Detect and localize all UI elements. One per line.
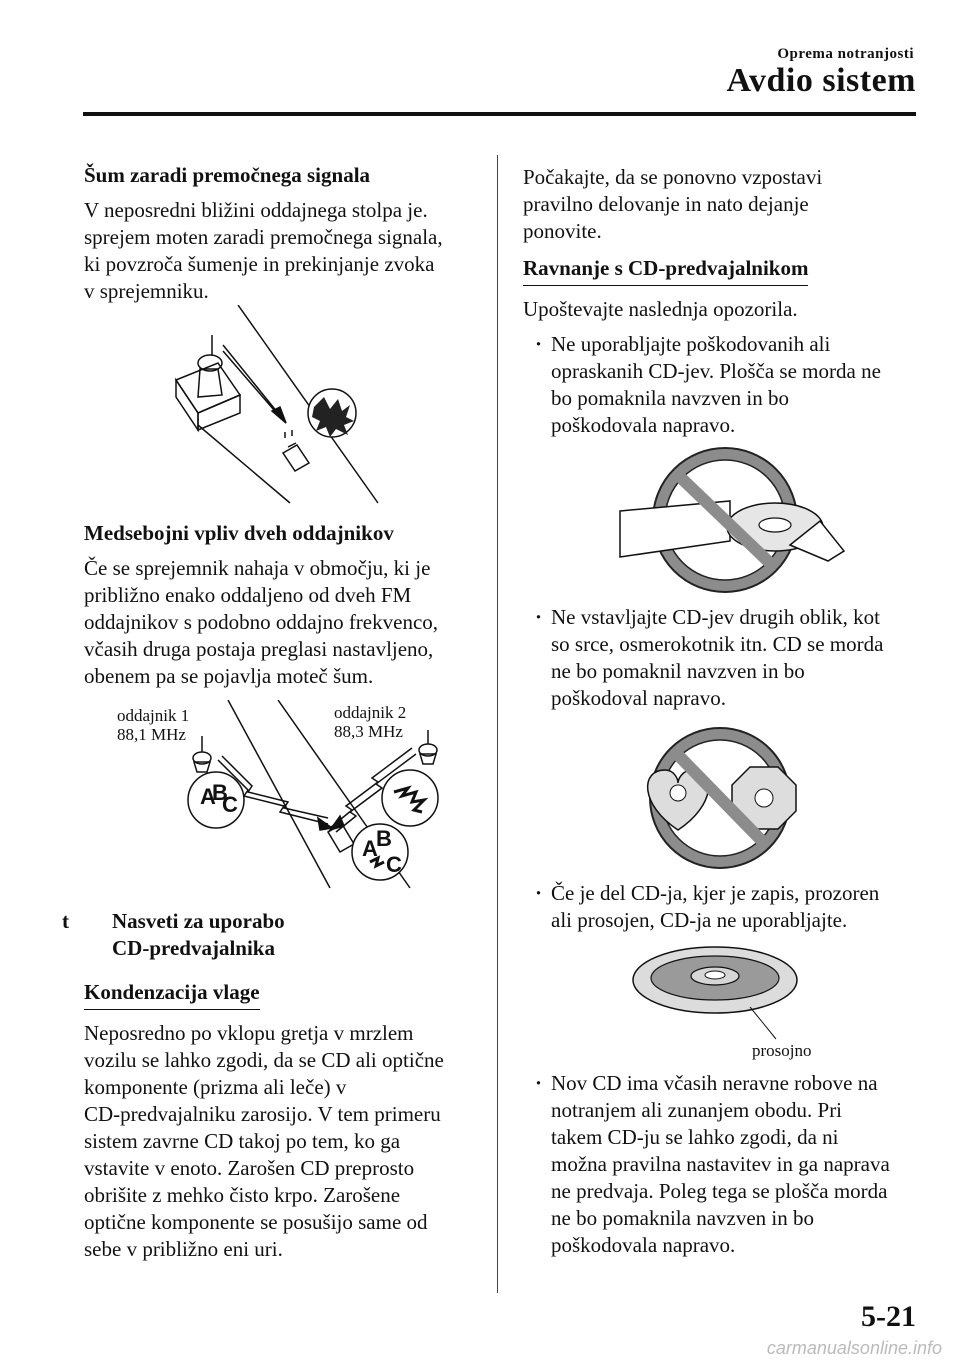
text-line: so srce, osmerokotnik itn. CD se morda bbox=[551, 632, 884, 656]
transmitter-2-name: oddajnik 2 bbox=[334, 703, 407, 722]
text-line: ponovite. bbox=[523, 219, 602, 243]
bullet-dot: · bbox=[535, 605, 543, 629]
page-number: 5-21 bbox=[861, 1300, 916, 1333]
text-line: optične komponente se posušijo same od bbox=[84, 1210, 428, 1234]
svg-text:B: B bbox=[376, 826, 392, 851]
heading-condensation: Kondenzacija vlage bbox=[84, 979, 260, 1010]
footer-watermark[interactable]: carmanualsonline.info bbox=[766, 1338, 942, 1358]
text-line: Nov CD ima včasih neravne robove na bbox=[551, 1071, 878, 1095]
section-marker: t bbox=[62, 909, 69, 933]
text-line: obrišite z mehko čisto krpo. Zarošene bbox=[84, 1183, 401, 1207]
text-line: v sprejemniku. bbox=[84, 279, 209, 303]
text-line: Upoštevajte naslednja opozorila. bbox=[523, 297, 798, 321]
svg-text:C: C bbox=[386, 852, 402, 877]
text-line: vstavite v enoto. Zarošen CD preprosto bbox=[84, 1156, 415, 1180]
text-line: ki povzroča šumenje in prekinjanje zvoka bbox=[84, 252, 435, 276]
bullet-transparent-cd bbox=[523, 880, 923, 934]
svg-text:A: A bbox=[200, 784, 216, 809]
text-line: Neposredno po vklopu gretja v mrzlem bbox=[84, 1021, 414, 1045]
two-transmitters-illustration bbox=[180, 700, 440, 890]
bullet-shaped-cd bbox=[523, 604, 923, 712]
left-block-3 bbox=[84, 979, 484, 1263]
text-line: Če je del CD-ja, kjer je zapis, prozoren bbox=[551, 881, 880, 905]
text-line: ali prosojen, CD-ja ne uporabljajte. bbox=[551, 908, 848, 932]
text-line: takem CD-ju se lahko zgodi, da ni bbox=[551, 1125, 839, 1149]
text-line: približno enako oddaljeno od dveh FM bbox=[84, 583, 412, 607]
text-line: Ne vstavljajte CD-jev drugih oblik, kot bbox=[551, 605, 880, 629]
text-line: včasih druga postaja preglasi nastavljeno, bbox=[84, 637, 434, 661]
text-line: bo pomaknila navzven in bo bbox=[551, 386, 789, 410]
text-line: pravilno delovanje in nato dejanje bbox=[523, 192, 809, 216]
text-line: sprejem moten zaradi premočnega signala, bbox=[84, 225, 443, 249]
no-damaged-cd-illustration bbox=[590, 445, 860, 595]
bullet-dot: · bbox=[535, 332, 543, 356]
svg-text:A: A bbox=[362, 836, 378, 861]
transmitter-1-label bbox=[117, 706, 189, 744]
text-line: ne bo pomaknil navzven in bo bbox=[551, 659, 805, 683]
text-line: ne predvaja. Poleg tega se plošča morda bbox=[551, 1179, 888, 1203]
no-shaped-cd-illustration bbox=[620, 725, 820, 871]
right-block-3 bbox=[523, 880, 923, 934]
text-line: možna pravilna nastavitev in ga naprava bbox=[551, 1152, 890, 1176]
right-block-2 bbox=[523, 604, 923, 712]
left-block-2 bbox=[84, 520, 484, 690]
text-line: oddajnikov s podobno oddajno frekvenco, bbox=[84, 610, 439, 634]
heading-cd-handling: Ravnanje s CD-predvajalnikom bbox=[523, 255, 808, 286]
heading-two-transmitters: Medsebojni vpliv dveh oddajnikov bbox=[84, 521, 394, 545]
bullet-uneven-edges bbox=[523, 1070, 923, 1259]
text-line: notranjem ali zunanjem obodu. Pri bbox=[551, 1098, 843, 1122]
text-line: Ne uporabljajte poškodovanih ali bbox=[551, 332, 831, 356]
section-heading-line-1: Nasveti za uporabo bbox=[112, 909, 285, 933]
page-title: Avdio sistem bbox=[726, 62, 916, 99]
text-line: vozilu se lahko zgodi, da se CD ali optične bbox=[84, 1048, 444, 1072]
text-line: opraskanih CD-jev. Plošča se morda ne bbox=[551, 359, 881, 383]
bullet-damaged-cd bbox=[523, 331, 923, 439]
bullet-dot: · bbox=[535, 881, 543, 905]
tower-interference-illustration bbox=[168, 305, 388, 505]
text-line: CD-predvajalniku zarosijo. V tem primeru bbox=[84, 1102, 441, 1126]
transmitter-1-freq: 88,1 MHz bbox=[117, 725, 186, 744]
text-line: komponente (prizma ali leče) v bbox=[84, 1075, 347, 1099]
text-line: ne bo pomaknila navzven in bo bbox=[551, 1206, 815, 1230]
text-line: V neposredni bližini oddajnega stolpa je. bbox=[84, 198, 428, 222]
bullet-dot: · bbox=[535, 1071, 543, 1095]
transparent-label: prosojno bbox=[752, 1041, 812, 1060]
section-heading bbox=[112, 908, 472, 962]
right-block-4 bbox=[523, 1070, 923, 1259]
text-line: Če se sprejemnik nahaja v območju, ki je bbox=[84, 556, 431, 580]
text-line: Počakajte, da se ponovno vzpostavi bbox=[523, 165, 823, 189]
text-line: poškodoval napravo. bbox=[551, 686, 726, 710]
transparent-cd-illustration bbox=[630, 945, 810, 1045]
text-line: poškodovala napravo. bbox=[551, 1233, 736, 1257]
transmitter-1-name: oddajnik 1 bbox=[117, 706, 190, 725]
text-line: sebe v približno eni uri. bbox=[84, 1237, 283, 1261]
column-divider bbox=[497, 155, 498, 1293]
svg-text:B: B bbox=[212, 780, 228, 805]
section-label: Oprema notranjosti bbox=[777, 46, 914, 62]
transmitter-2-freq: 88,3 MHz bbox=[334, 722, 403, 741]
left-block-1 bbox=[84, 162, 484, 305]
svg-text:C: C bbox=[222, 792, 238, 817]
heading-strong-signal: Šum zaradi premočnega signala bbox=[84, 163, 371, 187]
header-rule bbox=[83, 112, 916, 116]
text-line: poškodovala napravo. bbox=[551, 413, 736, 437]
text-line: sistem zavrne CD takoj po tem, ko ga bbox=[84, 1129, 401, 1153]
right-block-1 bbox=[523, 164, 923, 439]
section-heading-line-2: CD-predvajalnika bbox=[112, 936, 275, 960]
text-line: obenem pa se pojavlja moteč šum. bbox=[84, 664, 374, 688]
